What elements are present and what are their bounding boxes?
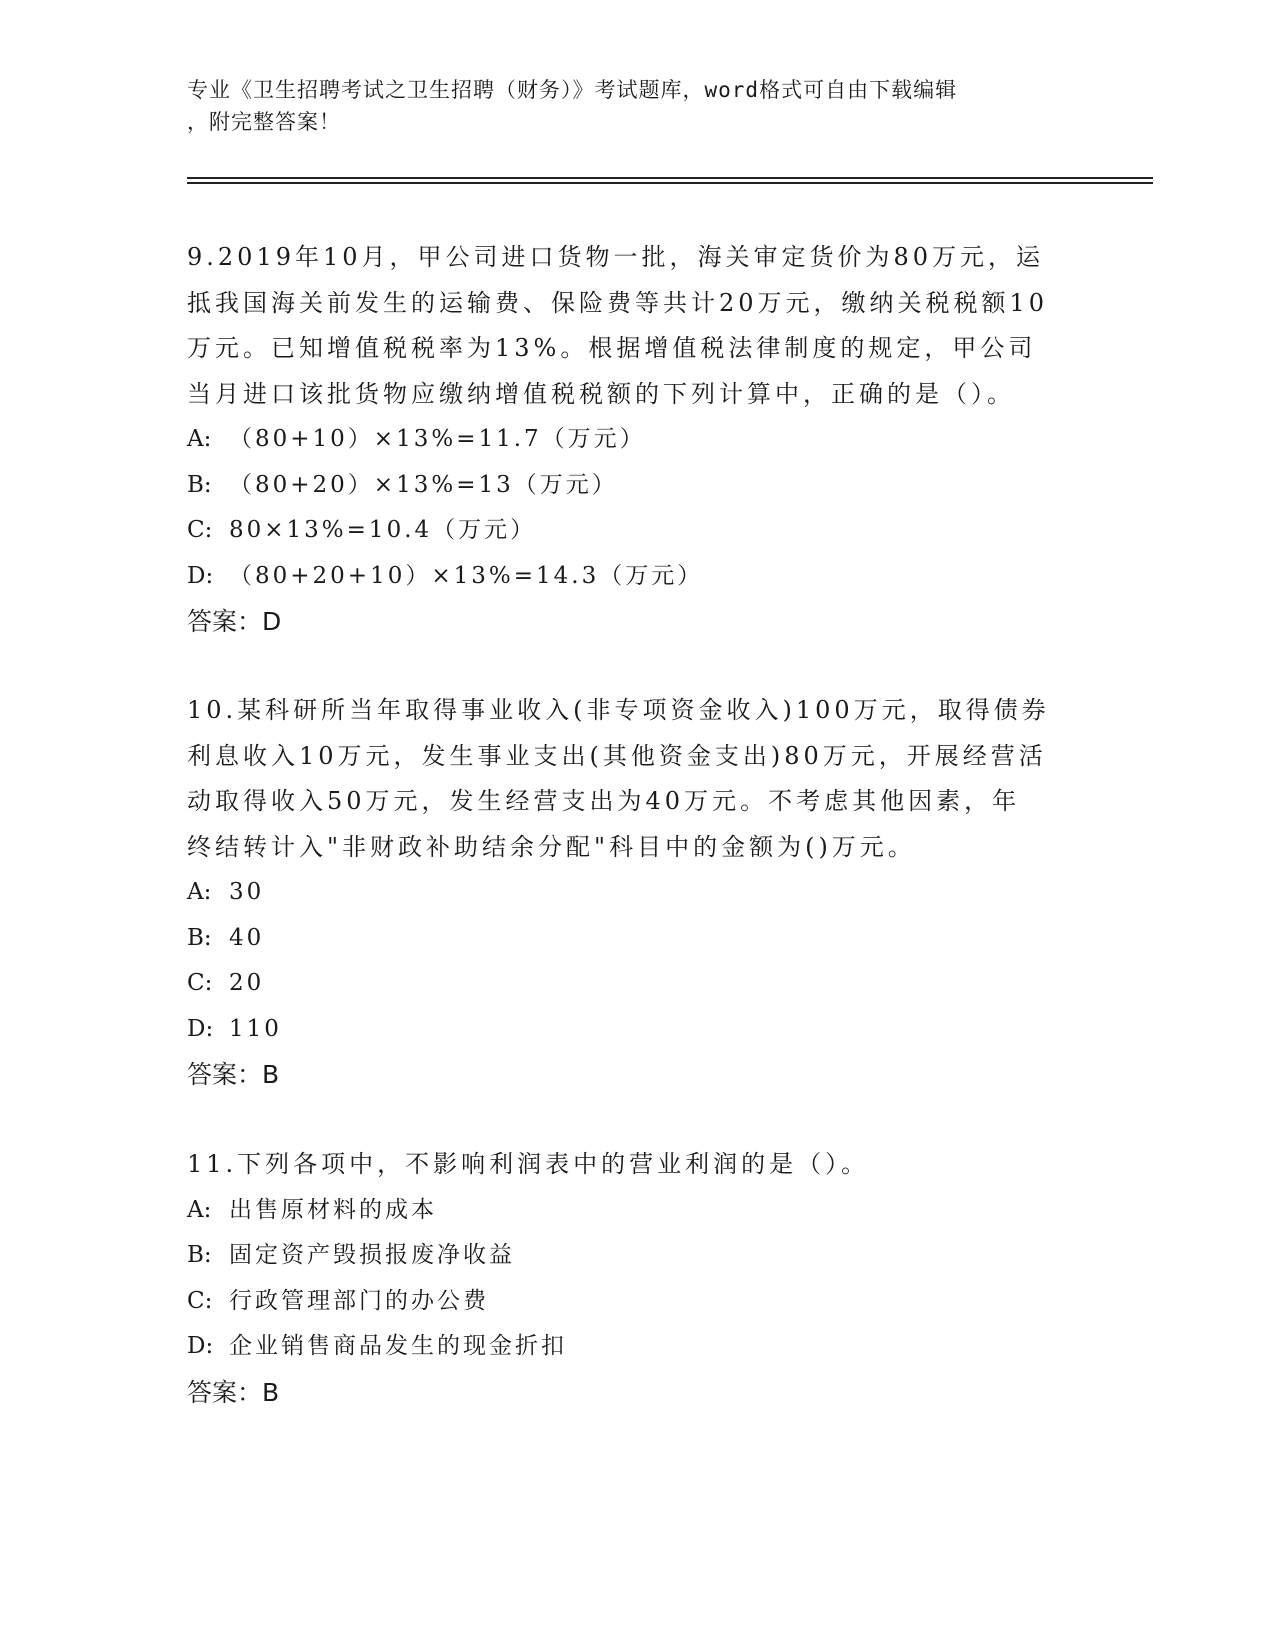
option-text: （80+20+10）×13%=14.3（万元） bbox=[229, 562, 704, 589]
option-text: 企业销售商品发生的现金折扣 bbox=[229, 1333, 567, 1359]
document-header bbox=[187, 74, 1087, 138]
option-c bbox=[187, 508, 1087, 554]
option-text: 30 bbox=[229, 879, 265, 905]
option-b bbox=[187, 463, 1087, 509]
question-stem-line: 当月进口该批货物应缴纳增值税税额的下列计算中，正确的是（）。 bbox=[187, 379, 1015, 408]
header-divider-top bbox=[187, 177, 1153, 179]
option-a bbox=[187, 1188, 1087, 1234]
question-stem-line: 终结转计入"非财政补助结余分配"科目中的金额为()万元。 bbox=[187, 832, 916, 861]
header-line-1: 专业《卫生招聘考试之卫生招聘（财务）》考试题库，word格式可自由下载编辑 bbox=[187, 78, 958, 102]
option-letter: C: bbox=[187, 970, 213, 996]
question-stem-line: 9.2019年10月，甲公司进口货物一批，海关审定货价为80万元，运 bbox=[187, 243, 1045, 271]
option-text: 行政管理部门的办公费 bbox=[229, 1287, 489, 1314]
option-letter: C: bbox=[187, 517, 213, 543]
question-9 bbox=[187, 235, 1087, 645]
option-letter: A: bbox=[187, 1196, 212, 1223]
question-stem-line: 万元。已知增值税税率为13%。根据增值税法律制度的规定，甲公司 bbox=[187, 334, 1037, 362]
header-divider-bottom bbox=[187, 182, 1153, 184]
question-stem-line: 11.下列各项中，不影响利润表中的营业利润的是（）。 bbox=[187, 1150, 870, 1178]
answer-line: 答案：D bbox=[187, 607, 282, 636]
option-letter: A: bbox=[187, 879, 212, 905]
option-b bbox=[187, 916, 1087, 962]
option-text: （80+20）×13%=13（万元） bbox=[229, 471, 618, 498]
option-text: 40 bbox=[229, 924, 265, 951]
option-d bbox=[187, 554, 1087, 600]
option-c bbox=[187, 1279, 1087, 1325]
option-letter: D: bbox=[187, 1015, 214, 1042]
answer-line: 答案：B bbox=[187, 1377, 280, 1407]
option-a bbox=[187, 870, 1087, 916]
answer-line: 答案：B bbox=[187, 1060, 280, 1089]
question-10 bbox=[187, 688, 1087, 1098]
option-letter: B: bbox=[187, 471, 212, 498]
option-d bbox=[187, 1324, 1087, 1370]
header-line-2: ，附完整答案！ bbox=[187, 110, 341, 134]
question-stem-line: 抵我国海关前发生的运输费、保险费等共计20万元，缴纳关税税额10 bbox=[187, 288, 1049, 317]
option-text: 110 bbox=[229, 1015, 282, 1042]
option-text: 固定资产毁损报废净收益 bbox=[229, 1242, 515, 1268]
option-letter: D: bbox=[187, 1333, 214, 1359]
option-letter: C: bbox=[187, 1287, 213, 1314]
question-stem-line: 利息收入10万元，发生事业支出(其他资金支出)80万元，开展经营活 bbox=[187, 741, 1047, 770]
option-b bbox=[187, 1233, 1087, 1279]
question-stem-line: 10.某科研所当年取得事业收入(非专项资金收入)100万元，取得债券 bbox=[187, 696, 1050, 724]
option-a bbox=[187, 417, 1087, 463]
option-c bbox=[187, 961, 1087, 1007]
option-letter: D: bbox=[187, 562, 214, 589]
option-text: 20 bbox=[229, 970, 265, 996]
question-11 bbox=[187, 1142, 1087, 1415]
option-text: 出售原材料的成本 bbox=[229, 1196, 437, 1223]
option-text: 80×13%=10.4（万元） bbox=[229, 517, 537, 543]
option-text: （80+10）×13%=11.7（万元） bbox=[229, 426, 646, 452]
option-letter: B: bbox=[187, 1242, 212, 1268]
option-letter: B: bbox=[187, 924, 212, 951]
option-letter: A: bbox=[187, 426, 212, 452]
question-stem-line: 动取得收入50万元，发生经营支出为40万元。不考虑其他因素，年 bbox=[187, 787, 1021, 815]
option-d bbox=[187, 1007, 1087, 1053]
